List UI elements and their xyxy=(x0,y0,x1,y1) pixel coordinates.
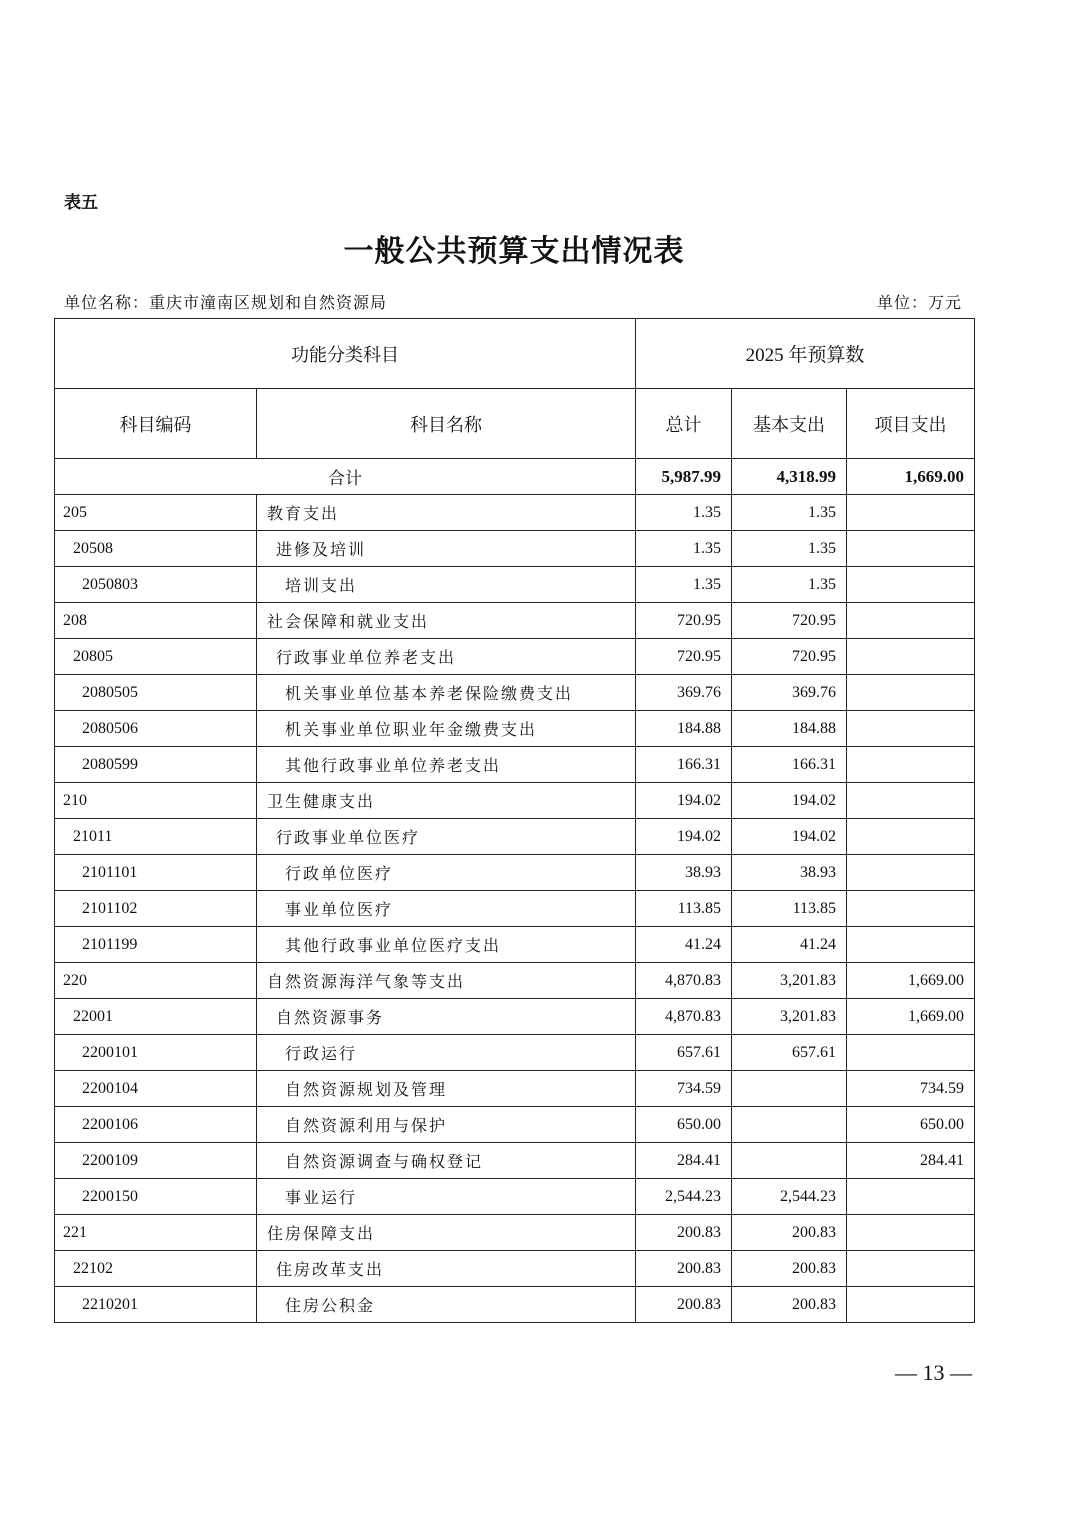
row-project xyxy=(847,855,975,891)
row-basic: 657.61 xyxy=(732,1035,847,1071)
row-total: 734.59 xyxy=(636,1071,732,1107)
table-row xyxy=(55,495,975,531)
row-code: 210 xyxy=(55,783,257,819)
row-project xyxy=(847,711,975,747)
header-category: 功能分类科目 xyxy=(55,319,636,389)
row-total: 720.95 xyxy=(636,603,732,639)
row-name: 机关事业单位职业年金缴费支出 xyxy=(257,711,636,747)
row-project: 734.59 xyxy=(847,1071,975,1107)
row-basic: 720.95 xyxy=(732,603,847,639)
table-row xyxy=(55,1179,975,1215)
row-total: 284.41 xyxy=(636,1143,732,1179)
row-code: 2050803 xyxy=(55,567,257,603)
table-row xyxy=(55,1143,975,1179)
row-total: 113.85 xyxy=(636,891,732,927)
table-row xyxy=(55,999,975,1035)
row-basic: 194.02 xyxy=(732,783,847,819)
header-year-budget: 2025 年预算数 xyxy=(636,319,975,389)
row-basic: 3,201.83 xyxy=(732,999,847,1035)
row-name: 社会保障和就业支出 xyxy=(257,603,636,639)
row-code: 208 xyxy=(55,603,257,639)
header-basic: 基本支出 xyxy=(732,389,847,459)
row-project: 1,669.00 xyxy=(847,999,975,1035)
table-row xyxy=(55,639,975,675)
row-project: 284.41 xyxy=(847,1143,975,1179)
row-code: 205 xyxy=(55,495,257,531)
row-code: 2080506 xyxy=(55,711,257,747)
row-project xyxy=(847,1251,975,1287)
row-total: 194.02 xyxy=(636,819,732,855)
row-code: 2210201 xyxy=(55,1287,257,1323)
row-code: 2200150 xyxy=(55,1179,257,1215)
row-name: 事业单位医疗 xyxy=(257,891,636,927)
row-basic: 200.83 xyxy=(732,1287,847,1323)
row-name: 其他行政事业单位医疗支出 xyxy=(257,927,636,963)
row-name: 自然资源利用与保护 xyxy=(257,1107,636,1143)
table-row xyxy=(55,747,975,783)
row-project xyxy=(847,927,975,963)
row-project xyxy=(847,891,975,927)
row-name: 行政事业单位医疗 xyxy=(257,819,636,855)
row-name: 自然资源调查与确权登记 xyxy=(257,1143,636,1179)
row-basic: 38.93 xyxy=(732,855,847,891)
unit-measure: 单位：万元 xyxy=(876,293,962,312)
row-project xyxy=(847,531,975,567)
row-name: 卫生健康支出 xyxy=(257,783,636,819)
row-code: 2200101 xyxy=(55,1035,257,1071)
page-number: — 13 — xyxy=(895,1360,972,1385)
row-total: 166.31 xyxy=(636,747,732,783)
row-basic: 200.83 xyxy=(732,1215,847,1251)
row-code: 2080505 xyxy=(55,675,257,711)
row-name: 自然资源海洋气象等支出 xyxy=(257,963,636,999)
table-row xyxy=(55,1107,975,1143)
row-name: 住房改革支出 xyxy=(257,1251,636,1287)
row-project xyxy=(847,603,975,639)
row-basic xyxy=(732,1107,847,1143)
row-project xyxy=(847,1215,975,1251)
table-row xyxy=(55,1035,975,1071)
row-basic: 113.85 xyxy=(732,891,847,927)
row-code: 2200106 xyxy=(55,1107,257,1143)
table-row xyxy=(55,855,975,891)
row-total: 194.02 xyxy=(636,783,732,819)
row-total: 2,544.23 xyxy=(636,1179,732,1215)
table-row xyxy=(55,567,975,603)
row-name: 机关事业单位基本养老保险缴费支出 xyxy=(257,675,636,711)
row-total: 41.24 xyxy=(636,927,732,963)
row-name: 自然资源规划及管理 xyxy=(257,1071,636,1107)
header-project: 项目支出 xyxy=(847,389,975,459)
row-code: 2101199 xyxy=(55,927,257,963)
row-basic: 369.76 xyxy=(732,675,847,711)
row-name: 住房保障支出 xyxy=(257,1215,636,1251)
row-basic: 194.02 xyxy=(732,819,847,855)
row-total: 657.61 xyxy=(636,1035,732,1071)
row-name: 进修及培训 xyxy=(257,531,636,567)
row-code: 221 xyxy=(55,1215,257,1251)
row-basic: 1.35 xyxy=(732,531,847,567)
table-row xyxy=(55,783,975,819)
table-row xyxy=(55,963,975,999)
row-project xyxy=(847,675,975,711)
row-total: 1.35 xyxy=(636,567,732,603)
row-code: 2101101 xyxy=(55,855,257,891)
row-basic xyxy=(732,1071,847,1107)
total-project: 1,669.00 xyxy=(847,459,975,495)
row-name: 行政运行 xyxy=(257,1035,636,1071)
row-total: 369.76 xyxy=(636,675,732,711)
row-code: 2101102 xyxy=(55,891,257,927)
row-name: 自然资源事务 xyxy=(257,999,636,1035)
row-project: 1,669.00 xyxy=(847,963,975,999)
total-row xyxy=(55,459,975,495)
row-total: 200.83 xyxy=(636,1287,732,1323)
row-total: 4,870.83 xyxy=(636,963,732,999)
row-basic: 166.31 xyxy=(732,747,847,783)
row-code: 22102 xyxy=(55,1251,257,1287)
row-total: 200.83 xyxy=(636,1251,732,1287)
row-total: 4,870.83 xyxy=(636,999,732,1035)
row-project xyxy=(847,783,975,819)
total-basic: 4,318.99 xyxy=(732,459,847,495)
row-basic: 1.35 xyxy=(732,495,847,531)
table-row xyxy=(55,1215,975,1251)
header-total: 总计 xyxy=(636,389,732,459)
row-name: 培训支出 xyxy=(257,567,636,603)
row-code: 2200104 xyxy=(55,1071,257,1107)
row-basic: 1.35 xyxy=(732,567,847,603)
row-basic: 2,544.23 xyxy=(732,1179,847,1215)
row-project xyxy=(847,1179,975,1215)
table-row xyxy=(55,819,975,855)
row-basic xyxy=(732,1143,847,1179)
row-name: 行政事业单位养老支出 xyxy=(257,639,636,675)
row-basic: 3,201.83 xyxy=(732,963,847,999)
row-project xyxy=(847,639,975,675)
row-basic: 41.24 xyxy=(732,927,847,963)
table-row xyxy=(55,927,975,963)
table-row xyxy=(55,891,975,927)
row-project xyxy=(847,567,975,603)
header-name: 科目名称 xyxy=(257,389,636,459)
row-total: 650.00 xyxy=(636,1107,732,1143)
row-basic: 184.88 xyxy=(732,711,847,747)
unit-name: 单位名称：重庆市潼南区规划和自然资源局 xyxy=(64,293,388,312)
row-code: 2200109 xyxy=(55,1143,257,1179)
row-name: 事业运行 xyxy=(257,1179,636,1215)
row-basic: 720.95 xyxy=(732,639,847,675)
row-project xyxy=(847,747,975,783)
row-code: 21011 xyxy=(55,819,257,855)
row-name: 其他行政事业单位养老支出 xyxy=(257,747,636,783)
table-label: 表五 xyxy=(64,193,98,213)
row-code: 20508 xyxy=(55,531,257,567)
row-code: 2080599 xyxy=(55,747,257,783)
row-total: 184.88 xyxy=(636,711,732,747)
row-name: 教育支出 xyxy=(257,495,636,531)
row-total: 38.93 xyxy=(636,855,732,891)
row-total: 1.35 xyxy=(636,531,732,567)
row-project xyxy=(847,1287,975,1323)
row-code: 220 xyxy=(55,963,257,999)
table-row xyxy=(55,711,975,747)
total-label: 合计 xyxy=(55,459,636,495)
row-total: 1.35 xyxy=(636,495,732,531)
page-title: 一般公共预算支出情况表 xyxy=(343,234,685,269)
budget-table xyxy=(54,318,975,1323)
row-code: 20805 xyxy=(55,639,257,675)
header-code: 科目编码 xyxy=(55,389,257,459)
table-row xyxy=(55,1251,975,1287)
row-code: 22001 xyxy=(55,999,257,1035)
row-project xyxy=(847,495,975,531)
row-project xyxy=(847,819,975,855)
row-basic: 200.83 xyxy=(732,1251,847,1287)
row-name: 行政单位医疗 xyxy=(257,855,636,891)
row-total: 200.83 xyxy=(636,1215,732,1251)
row-total: 720.95 xyxy=(636,639,732,675)
total-total: 5,987.99 xyxy=(636,459,732,495)
row-name: 住房公积金 xyxy=(257,1287,636,1323)
table-row xyxy=(55,531,975,567)
table-row xyxy=(55,1071,975,1107)
row-project xyxy=(847,1035,975,1071)
table-row xyxy=(55,1287,975,1323)
table-row xyxy=(55,675,975,711)
table-row xyxy=(55,603,975,639)
row-project: 650.00 xyxy=(847,1107,975,1143)
